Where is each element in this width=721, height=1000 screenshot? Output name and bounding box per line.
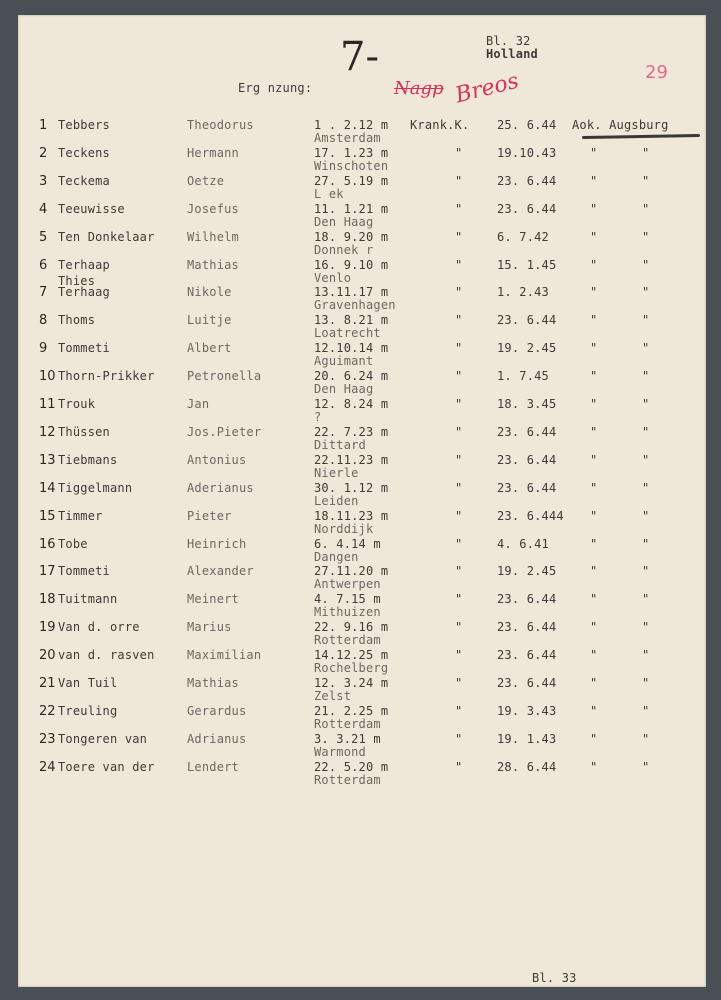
ditto-mark: " bbox=[590, 453, 598, 467]
last-name: Tobe bbox=[58, 537, 88, 551]
red-struck-annotation: Nagp bbox=[394, 78, 444, 99]
handwritten-seven: 7- bbox=[340, 34, 379, 80]
ditto-mark: " bbox=[590, 285, 598, 299]
row-number: 11 bbox=[39, 397, 56, 412]
event-date: 1. 2.43 bbox=[497, 285, 549, 299]
ditto-mark: " bbox=[642, 174, 650, 188]
ditto-mark: " bbox=[590, 481, 598, 495]
row-number: 5 bbox=[39, 230, 48, 245]
birth-place: Venlo bbox=[314, 271, 352, 285]
birth-date: 14.12.25 m bbox=[314, 648, 389, 662]
row-number: 10 bbox=[39, 369, 56, 384]
birth-date: 22. 7.23 m bbox=[314, 425, 389, 439]
table-row bbox=[0, 175, 721, 201]
row-number: 16 bbox=[39, 537, 56, 552]
ditto-mark: " bbox=[455, 397, 463, 411]
row-number: 1 bbox=[39, 118, 48, 133]
event-date: 23. 6.44 bbox=[497, 676, 557, 690]
table-row bbox=[0, 705, 721, 731]
birth-date: 22. 5.20 m bbox=[314, 760, 389, 774]
first-name: Adrianus bbox=[187, 732, 247, 746]
ditto-mark: " bbox=[590, 369, 598, 383]
first-name: Albert bbox=[187, 341, 232, 355]
birth-place: Warmond bbox=[314, 745, 366, 759]
ditto-mark: " bbox=[590, 146, 598, 160]
ditto-mark: " bbox=[455, 620, 463, 634]
birth-place: Dittard bbox=[314, 438, 366, 452]
last-name: Tommeti bbox=[58, 341, 110, 355]
birth-place: Rotterdam bbox=[314, 773, 381, 787]
ditto-mark: " bbox=[590, 648, 598, 662]
ditto-mark: " bbox=[590, 174, 598, 188]
row-number: 4 bbox=[39, 202, 48, 217]
first-name: Wilhelm bbox=[187, 230, 239, 244]
last-name: Teeuwisse bbox=[58, 202, 125, 216]
last-name: Tiebmans bbox=[58, 453, 118, 467]
last-name: Van d. orre bbox=[58, 620, 140, 634]
event-date: 19. 2.45 bbox=[497, 564, 557, 578]
ditto-mark: " bbox=[455, 704, 463, 718]
first-name: Theodorus bbox=[187, 118, 254, 132]
ditto-mark: " bbox=[455, 313, 463, 327]
row-number: 22 bbox=[39, 704, 56, 719]
row-number: 19 bbox=[39, 620, 56, 635]
event-date: 23. 6.44 bbox=[497, 592, 557, 606]
birth-place: ? bbox=[314, 410, 322, 424]
first-name: Nikole bbox=[187, 285, 232, 299]
first-name: Hermann bbox=[187, 146, 239, 160]
ditto-mark: " bbox=[455, 481, 463, 495]
last-name: Terhaap bbox=[58, 258, 110, 272]
ditto-mark: " bbox=[590, 537, 598, 551]
row-number: 3 bbox=[39, 174, 48, 189]
ditto-mark: " bbox=[455, 760, 463, 774]
table-row bbox=[0, 593, 721, 619]
birth-place: Den Haag bbox=[314, 215, 374, 229]
event-date: 23. 6.44 bbox=[497, 453, 557, 467]
birth-date: 27. 5.19 m bbox=[314, 174, 389, 188]
last-name: Terhaag bbox=[58, 285, 110, 299]
first-name: Lendert bbox=[187, 760, 239, 774]
red-handwritten-annotation: Breos bbox=[452, 68, 522, 109]
ditto-mark: " bbox=[642, 732, 650, 746]
birth-place: Nierle bbox=[314, 466, 359, 480]
birth-place: Zelst bbox=[314, 689, 352, 703]
last-name: Van Tuil bbox=[58, 676, 118, 690]
ditto-mark: " bbox=[642, 397, 650, 411]
birth-date: 1 . 2.12 m bbox=[314, 118, 389, 132]
event-date: 18. 3.45 bbox=[497, 397, 557, 411]
ditto-mark: " bbox=[642, 592, 650, 606]
country-label: Holland bbox=[486, 47, 538, 61]
birth-place: L ek bbox=[314, 187, 344, 201]
birth-place: Loatrecht bbox=[314, 326, 381, 340]
birth-date: 13. 8.21 m bbox=[314, 313, 389, 327]
first-name: Luitje bbox=[187, 313, 232, 327]
ditto-mark: " bbox=[455, 285, 463, 299]
ditto-mark: " bbox=[455, 592, 463, 606]
table-row bbox=[0, 454, 721, 480]
event-date: 23. 6.444 bbox=[497, 509, 564, 523]
ditto-mark: " bbox=[590, 620, 598, 634]
birth-date: 17. 1.23 m bbox=[314, 146, 389, 160]
birth-date: 12. 3.24 m bbox=[314, 676, 389, 690]
ditto-mark: " bbox=[590, 425, 598, 439]
last-name: Teckens bbox=[58, 146, 110, 160]
birth-place: Mithuizen bbox=[314, 605, 381, 619]
table-row bbox=[0, 538, 721, 564]
row-number: 14 bbox=[39, 481, 56, 496]
event-date: 23. 6.44 bbox=[497, 202, 557, 216]
table-row bbox=[0, 426, 721, 452]
first-name: Oetze bbox=[187, 174, 225, 188]
first-name: Mathias bbox=[187, 258, 239, 272]
ditto-mark: " bbox=[642, 369, 650, 383]
first-name: Gerardus bbox=[187, 704, 247, 718]
birth-date: 22.11.23 m bbox=[314, 453, 389, 467]
table-row bbox=[0, 314, 721, 340]
ditto-mark: " bbox=[455, 676, 463, 690]
ditto-mark: " bbox=[455, 202, 463, 216]
last-name: Tebbers bbox=[58, 118, 110, 132]
event-date: 1. 7.45 bbox=[497, 369, 549, 383]
first-name: Alexander bbox=[187, 564, 254, 578]
birth-date: 27.11.20 m bbox=[314, 564, 389, 578]
table-row bbox=[0, 621, 721, 647]
ditto-mark: " bbox=[455, 648, 463, 662]
ditto-mark: " bbox=[642, 564, 650, 578]
ditto-mark: " bbox=[455, 564, 463, 578]
ditto-mark: " bbox=[642, 146, 650, 160]
ditto-mark: " bbox=[455, 174, 463, 188]
first-name: Heinrich bbox=[187, 537, 247, 551]
first-name: Jan bbox=[187, 397, 210, 411]
row-number: 17 bbox=[39, 564, 56, 579]
ditto-mark: " bbox=[642, 313, 650, 327]
category-label: Krank.K. bbox=[410, 118, 470, 132]
birth-date: 13.11.17 m bbox=[314, 285, 389, 299]
ditto-mark: " bbox=[642, 258, 650, 272]
ditto-mark: " bbox=[590, 564, 598, 578]
table-row bbox=[0, 677, 721, 703]
first-name: Maximilian bbox=[187, 648, 262, 662]
table-row bbox=[0, 370, 721, 396]
ditto-mark: " bbox=[642, 676, 650, 690]
event-date: 28. 6.44 bbox=[497, 760, 557, 774]
birth-date: 21. 2.25 m bbox=[314, 704, 389, 718]
table-row bbox=[0, 147, 721, 173]
birth-place: Donnek r bbox=[314, 243, 374, 257]
row-number: 9 bbox=[39, 341, 48, 356]
birth-date: 22. 9.16 m bbox=[314, 620, 389, 634]
birth-date: 6. 4.14 m bbox=[314, 537, 381, 551]
last-name: Thoms bbox=[58, 313, 96, 327]
ditto-mark: " bbox=[590, 732, 598, 746]
name-annotation: Thies bbox=[58, 274, 96, 288]
ditto-mark: " bbox=[590, 760, 598, 774]
ditto-mark: " bbox=[642, 453, 650, 467]
table-row bbox=[0, 649, 721, 675]
sheet-number-top: Bl. 32 bbox=[486, 34, 531, 48]
ditto-mark: " bbox=[642, 704, 650, 718]
event-date: 19. 3.43 bbox=[497, 704, 557, 718]
event-date: 15. 1.45 bbox=[497, 258, 557, 272]
ditto-mark: " bbox=[642, 202, 650, 216]
birth-date: 16. 9.10 m bbox=[314, 258, 389, 272]
table-row bbox=[0, 510, 721, 536]
first-name: Mathias bbox=[187, 676, 239, 690]
row-number: 8 bbox=[39, 313, 48, 328]
ditto-mark: " bbox=[642, 648, 650, 662]
ditto-mark: " bbox=[590, 676, 598, 690]
ditto-mark: " bbox=[642, 509, 650, 523]
first-name: Antonius bbox=[187, 453, 247, 467]
table-row bbox=[0, 231, 721, 257]
row-number: 21 bbox=[39, 676, 56, 691]
ditto-mark: " bbox=[590, 313, 598, 327]
row-number: 7 bbox=[39, 285, 48, 300]
ditto-mark: " bbox=[455, 537, 463, 551]
table-row bbox=[0, 342, 721, 368]
page-number-pink: 29 bbox=[645, 62, 668, 83]
birth-place: Norddijk bbox=[314, 522, 374, 536]
section-label: Erg nzung: bbox=[238, 81, 313, 95]
birth-place: Dangen bbox=[314, 550, 359, 564]
event-date: 23. 6.44 bbox=[497, 425, 557, 439]
last-name: Teckema bbox=[58, 174, 110, 188]
first-name: Jos.Pieter bbox=[187, 425, 262, 439]
event-date: 19. 1.43 bbox=[497, 732, 557, 746]
ditto-mark: " bbox=[590, 592, 598, 606]
ditto-mark: " bbox=[590, 258, 598, 272]
sheet-number-bottom: Bl. 33 bbox=[532, 971, 577, 985]
table-row bbox=[0, 203, 721, 229]
ditto-mark: " bbox=[642, 285, 650, 299]
ditto-mark: " bbox=[455, 369, 463, 383]
ditto-mark: " bbox=[455, 425, 463, 439]
row-number: 2 bbox=[39, 146, 48, 161]
event-date: 6. 7.42 bbox=[497, 230, 549, 244]
row-number: 24 bbox=[39, 760, 56, 775]
ditto-mark: " bbox=[642, 620, 650, 634]
table-row bbox=[0, 482, 721, 508]
birth-place: Gravenhagen bbox=[314, 298, 396, 312]
last-name: Toere van der bbox=[58, 760, 155, 774]
last-name: Trouk bbox=[58, 397, 96, 411]
ditto-mark: " bbox=[642, 481, 650, 495]
birth-date: 30. 1.12 m bbox=[314, 481, 389, 495]
last-name: Ten Donkelaar bbox=[58, 230, 155, 244]
event-date: 23. 6.44 bbox=[497, 174, 557, 188]
last-name: Tommeti bbox=[58, 564, 110, 578]
last-name: Tiggelmann bbox=[58, 481, 133, 495]
table-row bbox=[0, 761, 721, 787]
last-name: Timmer bbox=[58, 509, 103, 523]
destination-label: Aok. Augsburg bbox=[572, 118, 669, 132]
birth-place: Rotterdam bbox=[314, 717, 381, 731]
ditto-mark: " bbox=[590, 509, 598, 523]
ditto-mark: " bbox=[590, 202, 598, 216]
ditto-mark: " bbox=[455, 258, 463, 272]
row-number: 6 bbox=[39, 258, 48, 273]
birth-place: Aguimant bbox=[314, 354, 374, 368]
birth-place: Rotterdam bbox=[314, 633, 381, 647]
event-date: 23. 6.44 bbox=[497, 481, 557, 495]
ditto-mark: " bbox=[590, 341, 598, 355]
table-row bbox=[0, 259, 721, 285]
birth-date: 18. 9.20 m bbox=[314, 230, 389, 244]
table-row bbox=[0, 733, 721, 759]
last-name: Thüssen bbox=[58, 425, 110, 439]
ditto-mark: " bbox=[642, 230, 650, 244]
row-number: 13 bbox=[39, 453, 56, 468]
birth-place: Rochelberg bbox=[314, 661, 389, 675]
ditto-mark: " bbox=[642, 341, 650, 355]
last-name: Tongeren van bbox=[58, 732, 148, 746]
last-name: Tuitmann bbox=[58, 592, 118, 606]
last-name: van d. rasven bbox=[58, 648, 155, 662]
ditto-mark: " bbox=[642, 425, 650, 439]
row-number: 12 bbox=[39, 425, 56, 440]
birth-place: Den Haag bbox=[314, 382, 374, 396]
event-date: 23. 6.44 bbox=[497, 313, 557, 327]
first-name: Josefus bbox=[187, 202, 239, 216]
birth-date: 20. 6.24 m bbox=[314, 369, 389, 383]
row-number: 20 bbox=[39, 648, 56, 663]
ditto-mark: " bbox=[590, 397, 598, 411]
birth-date: 18.11.23 m bbox=[314, 509, 389, 523]
birth-date: 12.10.14 m bbox=[314, 341, 389, 355]
birth-place: Leiden bbox=[314, 494, 359, 508]
ditto-mark: " bbox=[642, 537, 650, 551]
table-row bbox=[0, 398, 721, 424]
last-name: Treuling bbox=[58, 704, 118, 718]
ditto-mark: " bbox=[455, 732, 463, 746]
birth-date: 4. 7.15 m bbox=[314, 592, 381, 606]
row-number: 18 bbox=[39, 592, 56, 607]
birth-date: 3. 3.21 m bbox=[314, 732, 381, 746]
row-number: 23 bbox=[39, 732, 56, 747]
ditto-mark: " bbox=[590, 230, 598, 244]
first-name: Meinert bbox=[187, 592, 239, 606]
first-name: Pieter bbox=[187, 509, 232, 523]
ditto-mark: " bbox=[455, 453, 463, 467]
row-number: 15 bbox=[39, 509, 56, 524]
table-row bbox=[0, 565, 721, 591]
birth-date: 12. 8.24 m bbox=[314, 397, 389, 411]
event-date: 23. 6.44 bbox=[497, 648, 557, 662]
ditto-mark: " bbox=[455, 341, 463, 355]
birth-place: Winschoten bbox=[314, 159, 389, 173]
ditto-mark: " bbox=[455, 146, 463, 160]
last-name: Thorn-Prikker bbox=[58, 369, 155, 383]
birth-place: Amsterdam bbox=[314, 131, 381, 145]
ditto-mark: " bbox=[455, 509, 463, 523]
event-date: 25. 6.44 bbox=[497, 118, 557, 132]
ditto-mark: " bbox=[455, 230, 463, 244]
first-name: Petronella bbox=[187, 369, 262, 383]
ditto-mark: " bbox=[642, 760, 650, 774]
first-name: Aderianus bbox=[187, 481, 254, 495]
event-date: 19. 2.45 bbox=[497, 341, 557, 355]
event-date: 4. 6.41 bbox=[497, 537, 549, 551]
birth-place: Antwerpen bbox=[314, 577, 381, 591]
ditto-mark: " bbox=[590, 704, 598, 718]
event-date: 19.10.43 bbox=[497, 146, 557, 160]
first-name: Marius bbox=[187, 620, 232, 634]
event-date: 23. 6.44 bbox=[497, 620, 557, 634]
birth-date: 11. 1.21 m bbox=[314, 202, 389, 216]
